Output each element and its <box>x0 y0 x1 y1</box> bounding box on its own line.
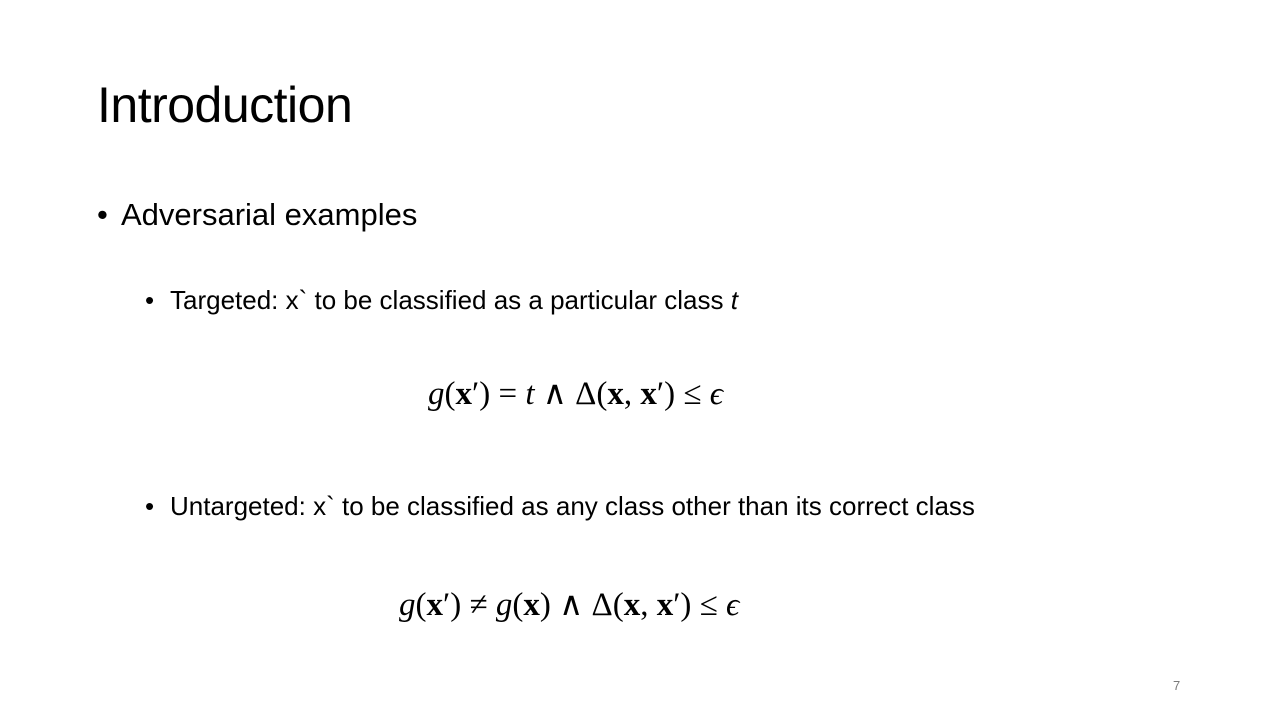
formula-symbol: , <box>640 587 657 623</box>
formula-symbol: x <box>523 587 540 623</box>
formula-symbol: t <box>525 376 535 412</box>
formula-symbol: ′ <box>656 376 665 412</box>
formula-symbol: x <box>426 587 443 623</box>
bullet-adversarial-examples <box>97 195 417 235</box>
bullet-dot: • <box>97 197 108 232</box>
formula-symbol: ∧ Δ( <box>534 376 608 412</box>
bullet-untargeted-text: Untargeted: x` to be classified as any class other than its correct class <box>170 491 975 521</box>
formula-symbol: ( <box>444 376 456 412</box>
formula-symbol: g <box>428 376 445 412</box>
formula-symbol: x <box>607 376 624 412</box>
formula-symbol: ) ∧ Δ( <box>539 587 624 623</box>
formula-symbol: ( <box>512 587 524 623</box>
formula-symbol: , <box>623 376 641 412</box>
formula-symbol: g <box>399 587 416 623</box>
formula-symbol: ) ≠ <box>450 587 496 623</box>
formula-symbol: x <box>455 376 472 412</box>
formula-symbol: ( <box>415 587 427 623</box>
formula-symbol: ϵ <box>709 376 723 412</box>
bullet-targeted-class-t: t <box>730 285 738 315</box>
bullet-dot: • <box>145 491 155 521</box>
bullet-text: Adversarial examples <box>121 197 418 232</box>
slide-title: Introduction <box>97 77 353 133</box>
bullet-targeted-text: Targeted: x` to be classified as a particular class <box>170 285 731 315</box>
formula-symbol: ) = <box>479 376 526 412</box>
bullet-dot: • <box>145 285 155 315</box>
formula-untargeted <box>399 585 739 625</box>
formula-symbol: ) ≤ <box>664 376 710 412</box>
formula-symbol: ) ≤ <box>680 587 727 623</box>
formula-symbol: g <box>495 587 513 623</box>
page-number: 7 <box>1173 678 1181 693</box>
formula-symbol: x <box>640 376 657 412</box>
formula-symbol: ϵ <box>726 587 740 623</box>
formula-symbol: ′ <box>443 587 451 623</box>
formula-symbol: x <box>623 587 641 623</box>
formula-symbol: ′ <box>673 587 681 623</box>
bullet-untargeted <box>145 489 975 523</box>
formula-symbol: ′ <box>472 376 480 412</box>
formula-targeted <box>428 374 723 414</box>
bullet-targeted <box>145 283 738 317</box>
formula-symbol: x <box>656 587 674 623</box>
